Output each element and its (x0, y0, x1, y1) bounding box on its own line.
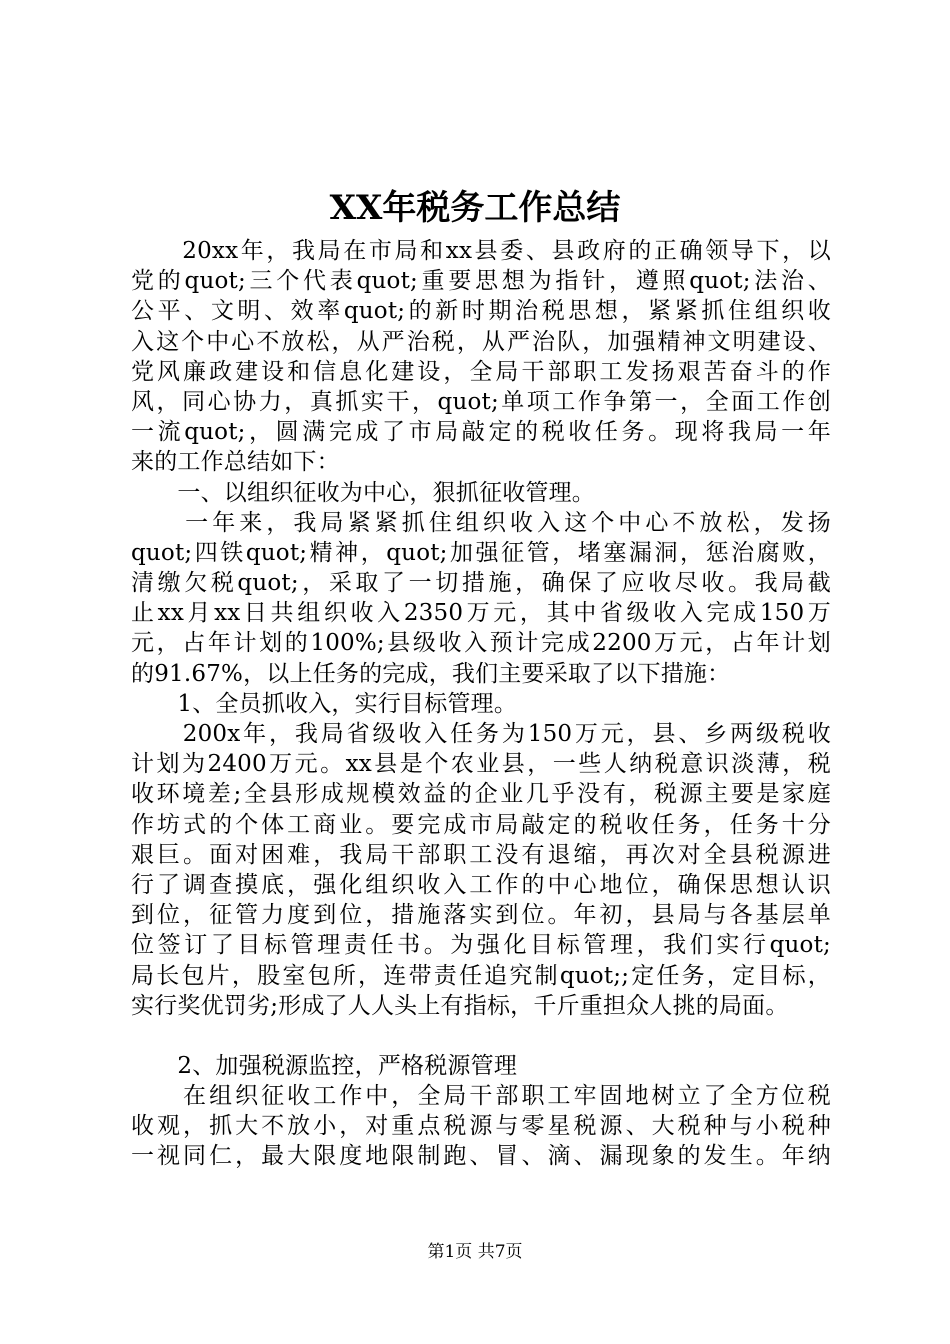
body-text-line: 公平、文明、效率quot;的新时期治税思想，紧紧抓住组织收 (131, 298, 831, 325)
body-text-line: 止xx月xx日共组织收入2350万元，其中省级收入完成150万 (131, 600, 831, 627)
body-text-line: 计划为2400万元。xx县是个农业县，一些人纳税意识淡薄，税 (131, 751, 831, 778)
body-text-line: 1、全员抓收入，实行目标管理。 (131, 690, 518, 717)
page-footer: 第1页 共7页 (427, 1242, 523, 1262)
body-text-line: quot;四铁quot;精神，quot;加强征管，堵塞漏洞，惩治腐败， (131, 539, 831, 566)
body-text-line: 20xx年，我局在市局和xx县委、县政府的正确领导下，以 (131, 238, 831, 264)
body-text-line: 艰巨。面对困难，我局干部职工没有退缩，再次对全县税源进 (131, 841, 831, 868)
body-text-line: 位签订了目标管理责任书。为强化目标管理，我们实行quot; (131, 932, 831, 959)
body-text-line: 入这个中心不放松，从严治税，从严治队，加强精神文明建设、 (131, 328, 831, 355)
body-text-line: 一年来，我局紧紧抓住组织收入这个中心不放松，发扬 (131, 509, 831, 536)
body-text-line: 一流quot;，圆满完成了市局敲定的税收任务。现将我局一年 (131, 419, 831, 446)
body-text-line: 行了调查摸底，强化组织收入工作的中心地位，确保思想认识 (131, 871, 831, 898)
body-text-line: 收环境差;全县形成规模效益的企业几乎没有，税源主要是家庭 (131, 781, 831, 808)
body-text-line: 清缴欠税quot;，采取了一切措施，确保了应收尽收。我局截 (131, 570, 831, 597)
body-text-line: 党风廉政建设和信息化建设，全局干部职工发扬艰苦奋斗的作 (131, 358, 831, 385)
body-text-line: 200x年，我局省级收入任务为150万元，县、乡两级税收 (131, 721, 831, 747)
body-text-line: 来的工作总结如下： (131, 449, 340, 476)
document-body (131, 236, 831, 1172)
body-text-line: 党的quot;三个代表quot;重要思想为指针，遵照quot;法治、 (131, 268, 831, 295)
body-text-line: 在组织征收工作中，全局干部职工牢固地树立了全方位税 (131, 1083, 831, 1110)
body-text-line: 的91.67%，以上任务的完成，我们主要采取了以下措施： (131, 660, 731, 687)
body-text-line: 收观，抓大不放小，对重点税源与零星税源、大税种与小税种 (131, 1113, 831, 1140)
document-title: XX年税务工作总结 (329, 188, 621, 228)
body-text-line: 局长包片，股室包所，连带责任追究制quot;;定任务，定目标， (131, 962, 831, 989)
body-text-line: 一、以组织征收为中心，狠抓征收管理。 (131, 479, 595, 506)
body-text-line: 到位，征管力度到位，措施落实到位。年初，县局与各基层单 (131, 902, 831, 929)
body-text-line: 元，占年计划的100%;县级收入预计完成2200万元，占年计划 (131, 630, 831, 657)
body-text-line: 2、加强税源监控，严格税源管理 (131, 1052, 518, 1079)
paragraph-gap (131, 1021, 831, 1051)
body-text-line: 作坊式的个体工商业。要完成市局敲定的税收任务，任务十分 (131, 811, 831, 838)
body-text-line: 风，同心协力，真抓实干，quot;单项工作争第一，全面工作创 (131, 388, 831, 415)
body-text-line: 一视同仁，最大限度地限制跑、冒、滴、漏现象的发生。年纳 (131, 1143, 831, 1170)
body-text-line: 实行奖优罚劣;形成了人人头上有指标，千斤重担众人挑的局面。 (131, 992, 789, 1019)
